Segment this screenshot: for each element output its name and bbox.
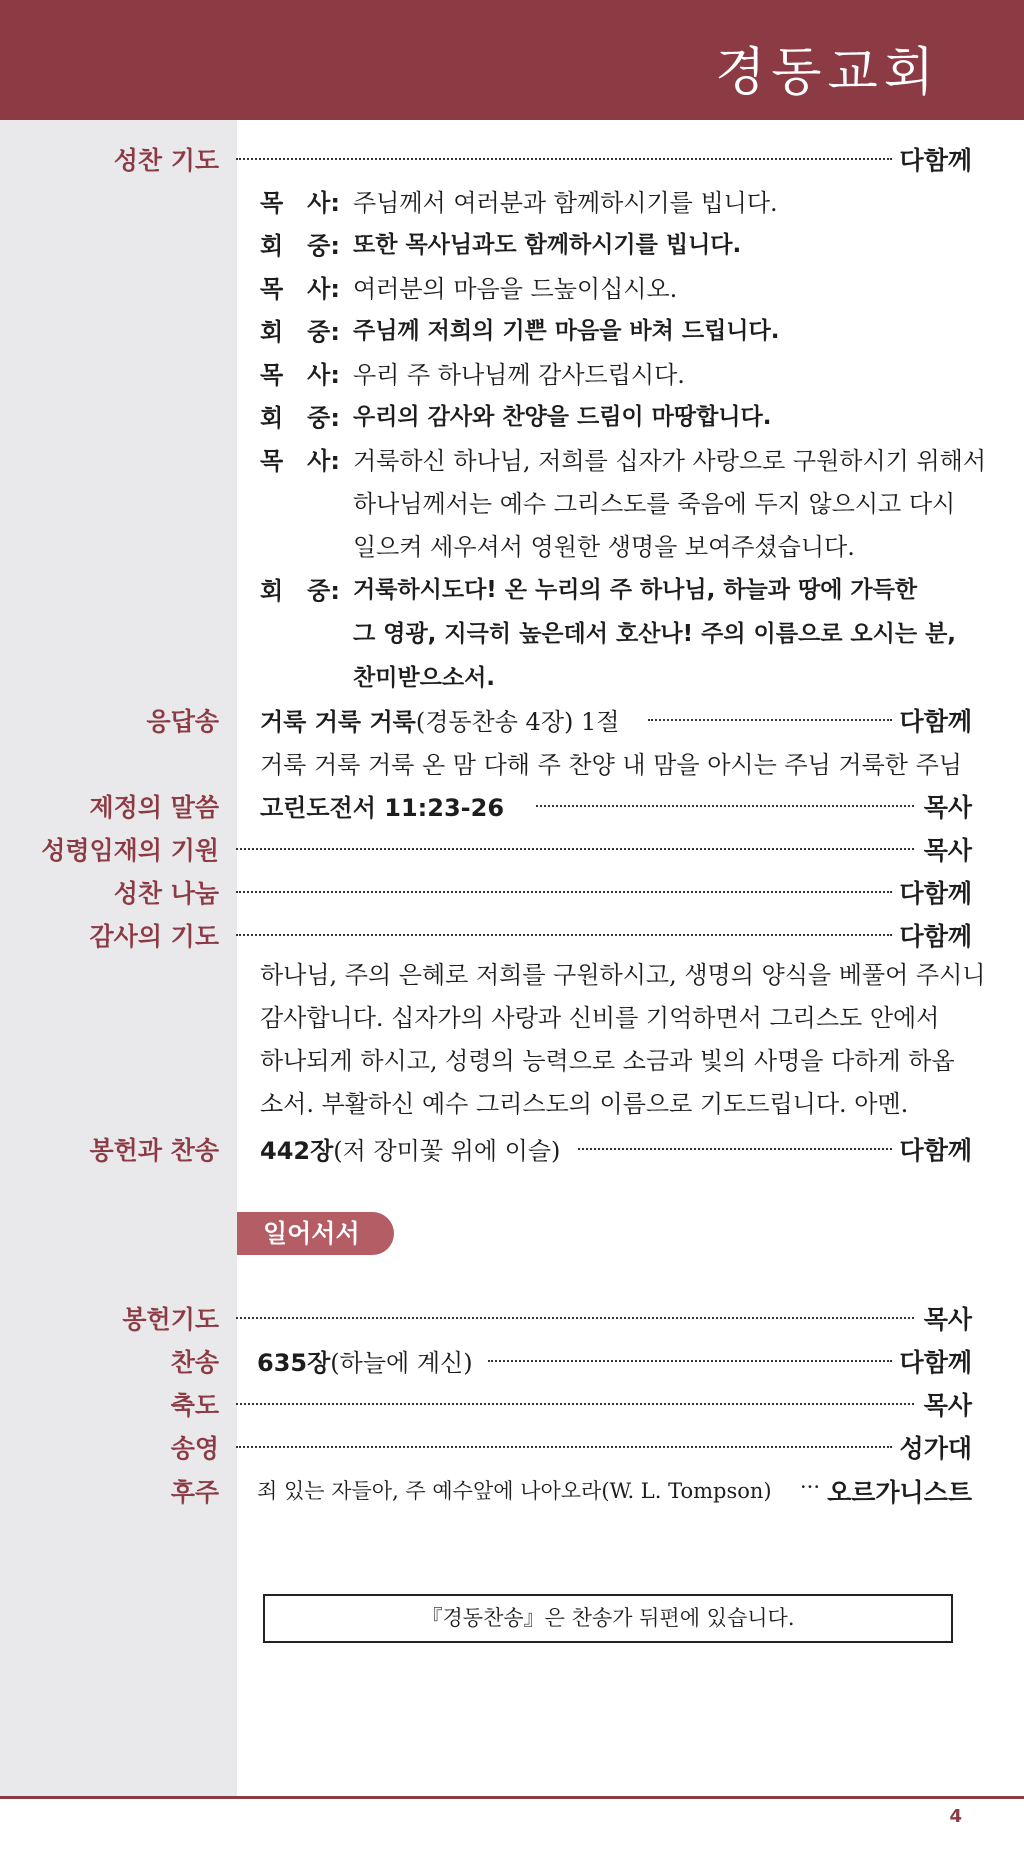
postlude-piece: 죄 있는 자들아, 주 예수앞에 나아오라(W. L. Tompson) <box>257 1479 772 1503</box>
role-communion: 다함께 <box>899 879 972 908</box>
section-label-communion: 성찬 나눔 <box>113 879 219 908</box>
speaker-congregation: 회 중: <box>260 404 340 432</box>
dialogue-line: 그 영광, 지극히 높은데서 호산나! 주의 이름으로 오시는 분, <box>353 621 957 647</box>
role-offering-prayer: 목사 <box>923 1305 972 1334</box>
dialogue-line: 하나님께서는 예수 그리스도를 죽음에 두지 않으시고 다시 <box>353 490 956 518</box>
response-song-title-line <box>260 702 619 737</box>
role-offering-hymn: 다함께 <box>899 1136 972 1165</box>
section-label-response-song: 응답송 <box>146 707 219 736</box>
leader-dots <box>648 719 892 721</box>
leader-dots <box>236 934 892 936</box>
dialogue-line: 우리의 감사와 찬양을 드림이 마땅합니다. <box>353 404 772 430</box>
role-words-of-institution: 목사 <box>923 793 972 822</box>
leader-dots <box>236 1446 892 1448</box>
dialogue-line: 또한 목사님과도 함께하시기를 빕니다. <box>353 232 742 258</box>
stand-up-badge: 일어서서 <box>237 1212 394 1255</box>
section-label-doxology: 송영 <box>170 1434 219 1463</box>
offering-hymn-line <box>260 1131 560 1166</box>
dialogue-line: 거룩하시도다! 온 누리의 주 하나님, 하늘과 땅에 가득한 <box>353 577 918 603</box>
role-postlude: 오르가니스트 <box>827 1478 972 1507</box>
hymn-title: (하늘에 계신) <box>330 1349 473 1377</box>
section-label-hymn: 찬송 <box>170 1348 219 1377</box>
prayer-line: 하나님, 주의 은혜로 저희를 구원하시고, 생명의 양식을 베풀어 주시니 <box>260 961 986 989</box>
section-label-thanksgiving: 감사의 기도 <box>89 922 219 951</box>
leader-dots <box>578 1148 892 1150</box>
thanksgiving-prayer-text <box>260 954 986 1126</box>
speaker-congregation: 회 중: <box>260 577 340 605</box>
section-label-benediction: 축도 <box>170 1391 219 1420</box>
role-response-song: 다함께 <box>899 707 972 736</box>
scripture-reference: 고린도전서 11:23-26 <box>260 794 505 822</box>
role-epiclesis: 목사 <box>923 836 972 865</box>
leader-dots <box>236 1317 914 1319</box>
speaker-pastor: 목 사: <box>260 275 340 303</box>
section-label-words-of-institution: 제정의 말씀 <box>89 793 219 822</box>
prayer-line: 소서. 부활하신 예수 그리스도의 이름으로 기도드립니다. 아멘. <box>260 1090 909 1118</box>
speaker-pastor: 목 사: <box>260 189 340 217</box>
section-label-eucharist-prayer: 성찬 기도 <box>113 146 219 175</box>
section-label-postlude: 후주 <box>170 1478 219 1507</box>
role-benediction: 목사 <box>923 1391 972 1420</box>
response-song-title: 거룩 거룩 거룩 <box>260 708 416 736</box>
prayer-line: 감사합니다. 십자가의 사랑과 신비를 기억하면서 그리스도 안에서 <box>260 1004 940 1032</box>
role-thanksgiving: 다함께 <box>899 922 972 951</box>
speaker-pastor: 목 사: <box>260 447 340 475</box>
leader-dots <box>488 1360 892 1362</box>
page-number: 4 <box>949 1806 962 1827</box>
section-label-epiclesis: 성령임재의 기원 <box>41 836 219 865</box>
leader-dots <box>236 891 892 893</box>
speaker-congregation: 회 중: <box>260 232 340 260</box>
response-song-info: (경동찬송 4장) 1절 <box>415 708 620 736</box>
prayer-line: 하나되게 하시고, 성령의 능력으로 소금과 빛의 사명을 다하게 하옵 <box>260 1047 955 1075</box>
dialogue-line: 주님께서 여러분과 함께하시기를 빕니다. <box>353 189 778 217</box>
response-song-lyrics: 거룩 거룩 거룩 온 맘 다해 주 찬양 내 맘을 아시는 주님 거룩한 주님 <box>260 751 962 779</box>
hymn-title: (저 장미꽃 위에 이슬) <box>333 1137 561 1165</box>
leader-dots <box>536 805 914 807</box>
leader-dots <box>236 1403 914 1405</box>
dialogue-line: 거룩하신 하나님, 저희를 십자가 사랑으로 구원하시기 위해서 <box>353 447 987 475</box>
role-eucharist-prayer: 다함께 <box>899 146 972 175</box>
dialogue-line: 찬미받으소서. <box>353 665 496 691</box>
role-doxology: 성가대 <box>899 1434 972 1463</box>
dialogue-line: 일으켜 세우셔서 영원한 생명을 보여주셨습니다. <box>353 533 855 561</box>
dialogue-line: 여러분의 마음을 드높이십시오. <box>353 275 678 303</box>
hymn-number: 635장 <box>257 1349 331 1377</box>
footer-rule <box>0 1796 1024 1799</box>
role-hymn: 다함께 <box>899 1348 972 1377</box>
speaker-pastor: 목 사: <box>260 361 340 389</box>
postlude-ellipsis: ··· <box>800 1475 821 1499</box>
hymnal-note-box: 『경동찬송』은 찬송가 뒤편에 있습니다. <box>263 1594 953 1643</box>
dialogue-line: 주님께 저희의 기쁜 마음을 바쳐 드립니다. <box>353 318 780 344</box>
leader-dots <box>236 848 914 850</box>
section-label-offering-prayer: 봉헌기도 <box>122 1305 219 1334</box>
speaker-congregation: 회 중: <box>260 318 340 346</box>
church-name: 경동교회 <box>715 43 940 103</box>
header-band <box>0 0 1024 120</box>
left-label-column <box>0 120 237 1796</box>
section-label-offering-hymn: 봉헌과 찬송 <box>89 1136 219 1165</box>
hymn-number: 442장 <box>260 1137 334 1165</box>
dialogue-line: 우리 주 하나님께 감사드립시다. <box>353 361 685 389</box>
leader-dots <box>236 158 892 160</box>
hymn-line <box>257 1343 473 1378</box>
